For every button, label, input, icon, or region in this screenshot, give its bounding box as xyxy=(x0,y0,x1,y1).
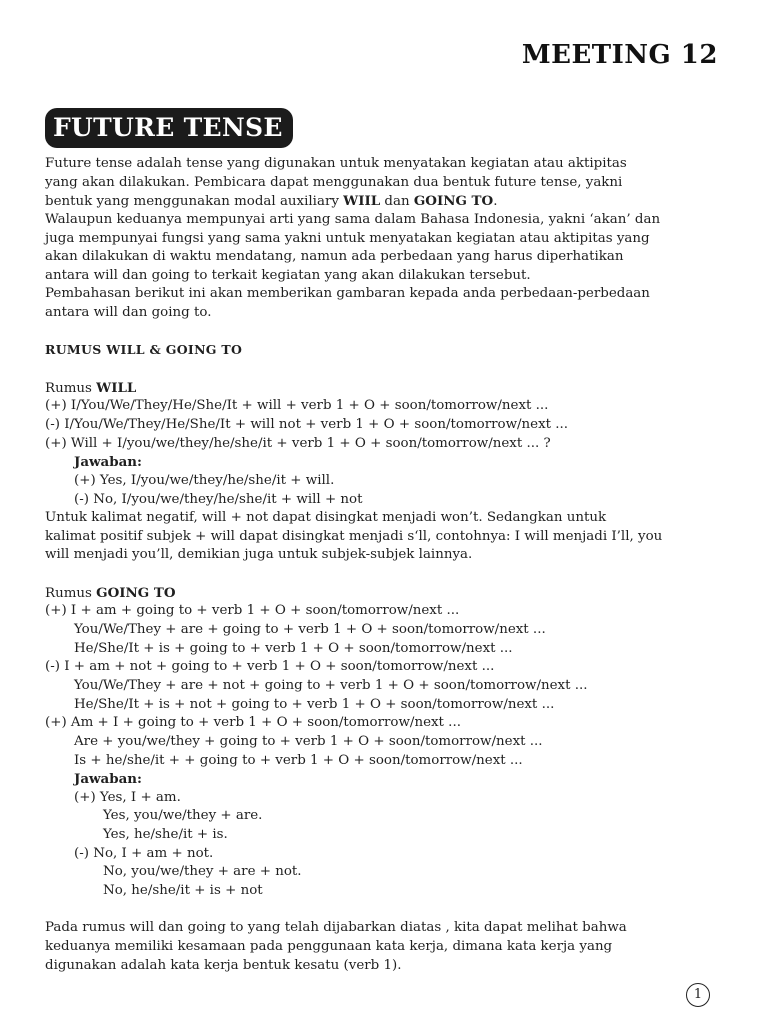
intro-line: antara will dan going to terkait kegiatan yang akan dilakukan tersebut. xyxy=(45,267,531,283)
going-answer: (+) Yes, I + am. xyxy=(74,789,181,805)
will-answer: (+) Yes, I/you/we/they/he/she/it + will. xyxy=(74,472,335,488)
going-formula: Is + he/she/it + + going to + verb 1 + O + soon/tomorrow/next ... xyxy=(74,752,523,768)
going-formula: He/She/It + is + going to + verb 1 + O + soon/tomorrow/next ... xyxy=(74,640,513,656)
label-prefix: Rumus xyxy=(45,585,97,601)
will-formula: (+) I/You/We/They/He/She/It + will + verb 1 + O + soon/tomorrow/next ... xyxy=(45,398,549,414)
going-answer-label: Jawaban: xyxy=(74,771,142,788)
intro-line-auxiliary xyxy=(45,192,735,211)
label-bold: GOING TO xyxy=(96,584,176,601)
going-formula: You/We/They + are + going to + verb 1 + O + soon/tomorrow/next ... xyxy=(74,622,546,638)
going-formula: (-) I + am + not + going to + verb 1 + O + soon/tomorrow/next ... xyxy=(45,659,495,675)
intro-line: antara will dan going to. xyxy=(45,305,212,321)
going-answer: No, he/she/it + is + not xyxy=(103,882,263,898)
will-formula: (+) Will + I/you/we/they/he/she/it + verb 1 + O + soon/tomorrow/next ... ? xyxy=(45,435,551,451)
will-answer: (-) No, I/you/we/they/he/she/it + will + not xyxy=(74,491,363,507)
will-note: Untuk kalimat negatif, will + not dapat disingkat menjadi won’t. Sedangkan untuk xyxy=(45,510,607,526)
page-number: 1 xyxy=(686,983,710,1007)
intro-line: Pembahasan berikut ini akan memberikan gambaran kepada anda perbedaan-perbedaan xyxy=(45,286,650,302)
going-answer: Yes, he/she/it + is. xyxy=(103,827,228,843)
will-note: kalimat positif subjek + will dapat disingkat menjadi s‘ll, contohnya: I will menjadi I’ll, you xyxy=(45,528,663,544)
label-prefix: Rumus xyxy=(45,380,97,396)
will-answer-label: Jawaban: xyxy=(74,454,142,471)
intro-line: yang akan dilakukan. Pembicara dapat menggunakan dua bentuk future tense, yakni xyxy=(45,174,623,190)
intro-line: akan dilakukan di waktu mendatang, namun ada perbedaan yang harus diperhatikan xyxy=(45,249,624,265)
going-answer: (-) No, I + am + not. xyxy=(74,845,214,861)
will-label xyxy=(45,379,735,398)
meeting-label: MEETING 12 xyxy=(521,40,718,70)
text-fragment: dan xyxy=(380,194,414,210)
section-heading: RUMUS WILL & GOING TO xyxy=(45,342,243,358)
document-body xyxy=(45,155,735,975)
going-formula: Are + you/we/they + going to + verb 1 + O + soon/tomorrow/next ... xyxy=(74,733,543,749)
bold-going-to: GOING TO xyxy=(413,193,494,210)
intro-line: Walaupun keduanya mempunyai arti yang sama dalam Bahasa Indonesia, yakni ‘akan’ dan xyxy=(45,211,661,227)
going-formula: (+) I + am + going to + verb 1 + O + soon/tomorrow/next ... xyxy=(45,603,460,619)
text-fragment: bentuk yang menggunakan modal auxiliary xyxy=(45,194,344,210)
intro-line: Future tense adalah tense yang digunakan untuk menyatakan kegiatan atau aktipitas xyxy=(45,156,627,171)
page-title: FUTURE TENSE xyxy=(45,108,293,148)
will-formula: (-) I/You/We/They/He/She/It + will not + verb 1 + O + soon/tomorrow/next ... xyxy=(45,416,569,432)
going-label xyxy=(45,584,735,603)
going-formula: He/She/It + is + not + going to + verb 1 + O + soon/tomorrow/next ... xyxy=(74,696,555,712)
conclusion-line: Pada rumus will dan going to yang telah dijabarkan diatas , kita dapat melihat bahwa xyxy=(45,920,627,936)
intro-line: juga mempunyai fungsi yang sama yakni untuk menyatakan kegiatan atau aktipitas yang xyxy=(45,230,650,246)
conclusion-line: keduanya memiliki kesamaan pada penggunaan kata kerja, dimana kata kerja yang xyxy=(45,938,613,954)
going-formula: You/We/They + are + not + going to + verb 1 + O + soon/tomorrow/next ... xyxy=(74,677,588,693)
going-answer: No, you/we/they + are + not. xyxy=(103,864,302,880)
conclusion-line: digunakan adalah kata kerja bentuk kesatu (verb 1). xyxy=(45,957,402,973)
going-formula: (+) Am + I + going to + verb 1 + O + soon/tomorrow/next ... xyxy=(45,715,461,731)
text-fragment: . xyxy=(493,194,498,210)
label-bold: WILL xyxy=(96,379,137,396)
going-answer: Yes, you/we/they + are. xyxy=(103,808,263,824)
will-note: will menjadi you’ll, demikian juga untuk subjek-subjek lainnya. xyxy=(45,547,473,563)
bold-will: WIIL xyxy=(343,193,381,210)
